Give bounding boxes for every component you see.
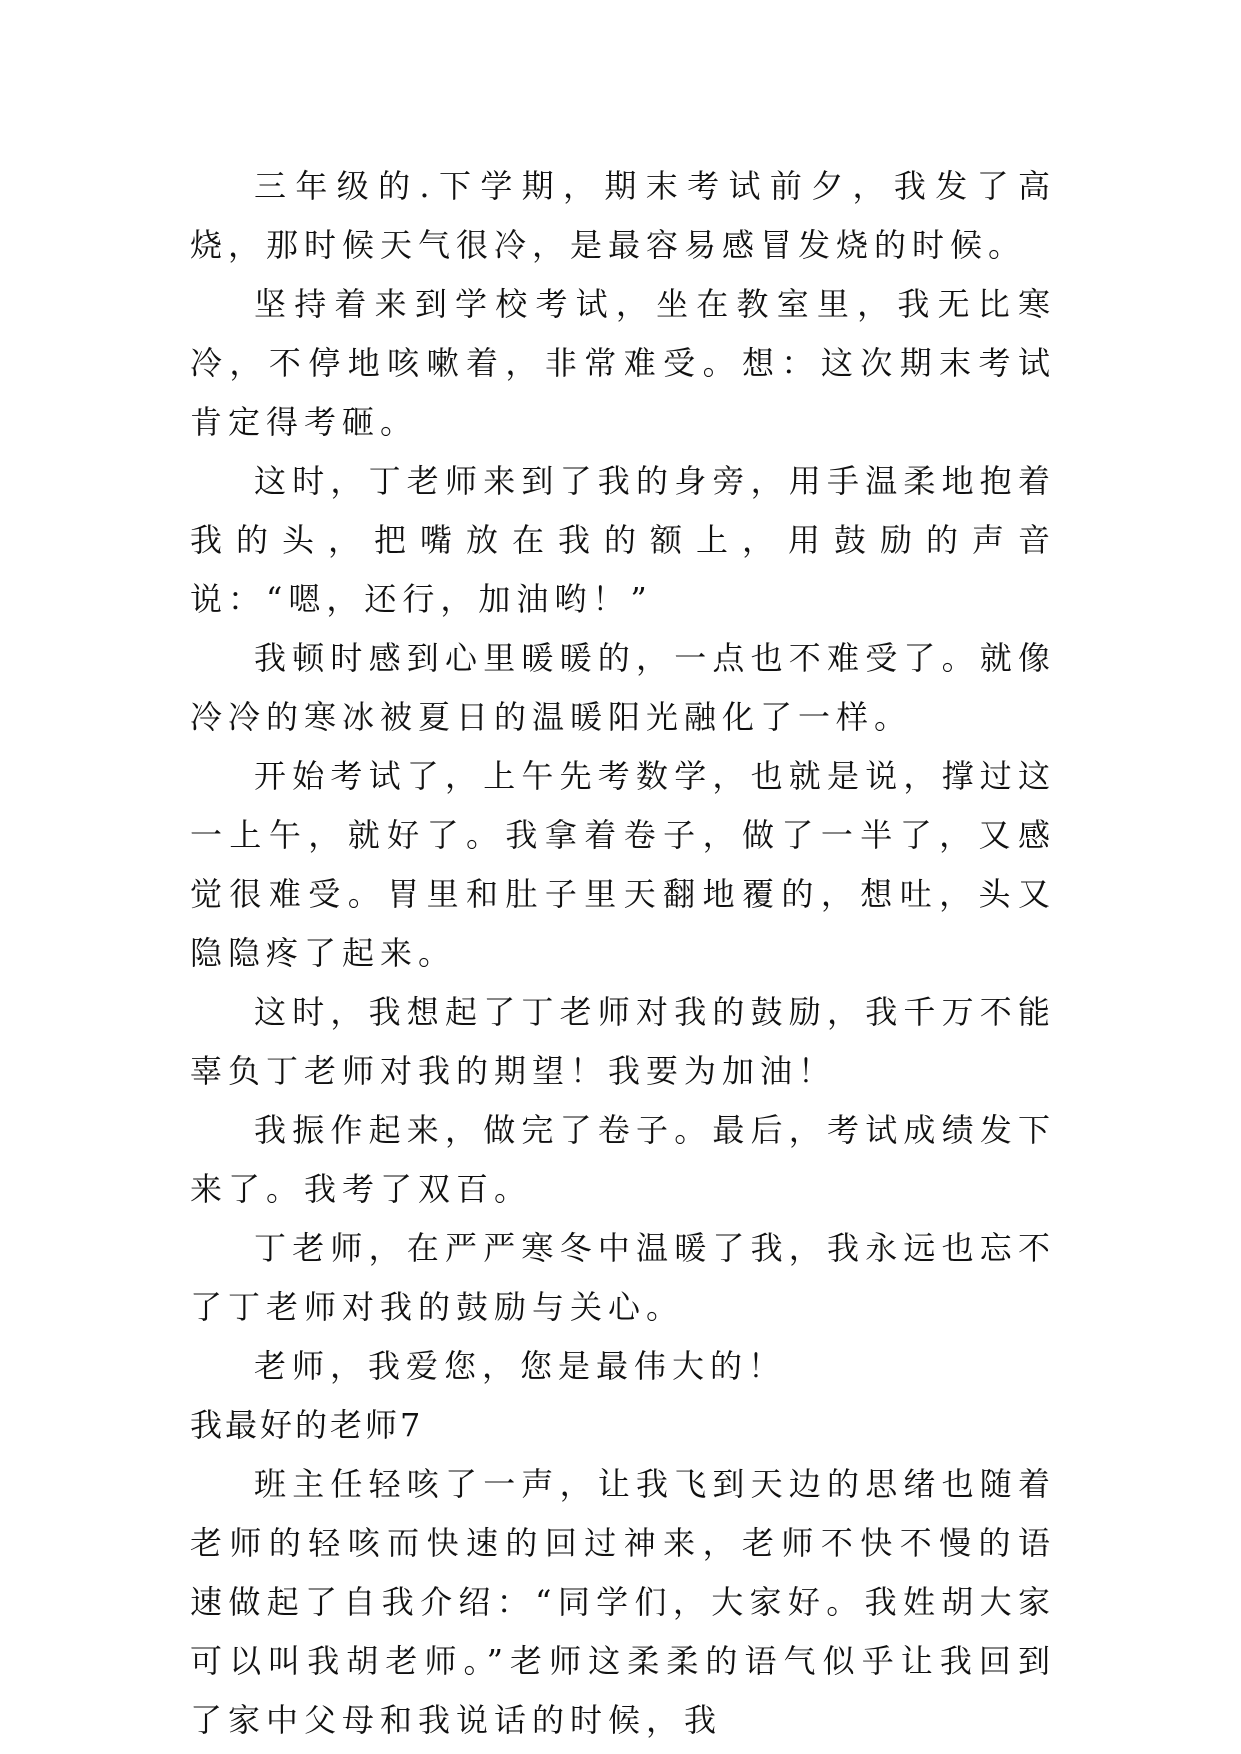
document-body <box>190 157 1056 1750</box>
paragraph-9: 老师，我爱您，您是最伟大的！ <box>254 1347 787 1385</box>
paragraph-3: 这时，丁老师来到了我的身旁，用手温柔地抱着我的头，把嘴放在我的额上，用鼓励的声音说：“嗯，还行，加油哟！” <box>190 462 1056 618</box>
paragraph-10: 班主任轻咳了一声，让我飞到天边的思绪也随着老师的轻咳而快速的回过神来，老师不快不慢的语速做起了自我介绍：“同学们，大家好。我姓胡大家可以叫我胡老师。”老师这柔柔的语气似乎让我回到了家中父母和我说话的时候，我 <box>190 1465 1056 1739</box>
paragraph-7: 我振作起来，做完了卷子。最后，考试成绩发下来了。我考了双百。 <box>190 1111 1056 1208</box>
paragraph-6: 这时，我想起了丁老师对我的鼓励，我千万不能辜负丁老师对我的期望！我要为加油！ <box>190 993 1056 1090</box>
paragraph-8: 丁老师，在严严寒冬中温暖了我，我永远也忘不了丁老师对我的鼓励与关心。 <box>190 1229 1056 1326</box>
paragraph-4: 我顿时感到心里暖暖的，一点也不难受了。就像冷冷的寒冰被夏日的温暖阳光融化了一样。 <box>190 639 1056 736</box>
section-heading: 我最好的老师7 <box>190 1406 424 1444</box>
paragraph-5: 开始考试了，上午先考数学，也就是说，撑过这一上午，就好了。我拿着卷子，做了一半了，又感觉很难受。胃里和肚子里天翻地覆的，想吐，头又隐隐疼了起来。 <box>190 757 1056 972</box>
paragraph-1: 三年级的.下学期，期末考试前夕，我发了高烧，那时候天气很冷，是最容易感冒发烧的时候。 <box>190 167 1056 264</box>
paragraph-2: 坚持着来到学校考试，坐在教室里，我无比寒冷，不停地咳嗽着，非常难受。想：这次期末考试肯定得考砸。 <box>190 285 1056 441</box>
